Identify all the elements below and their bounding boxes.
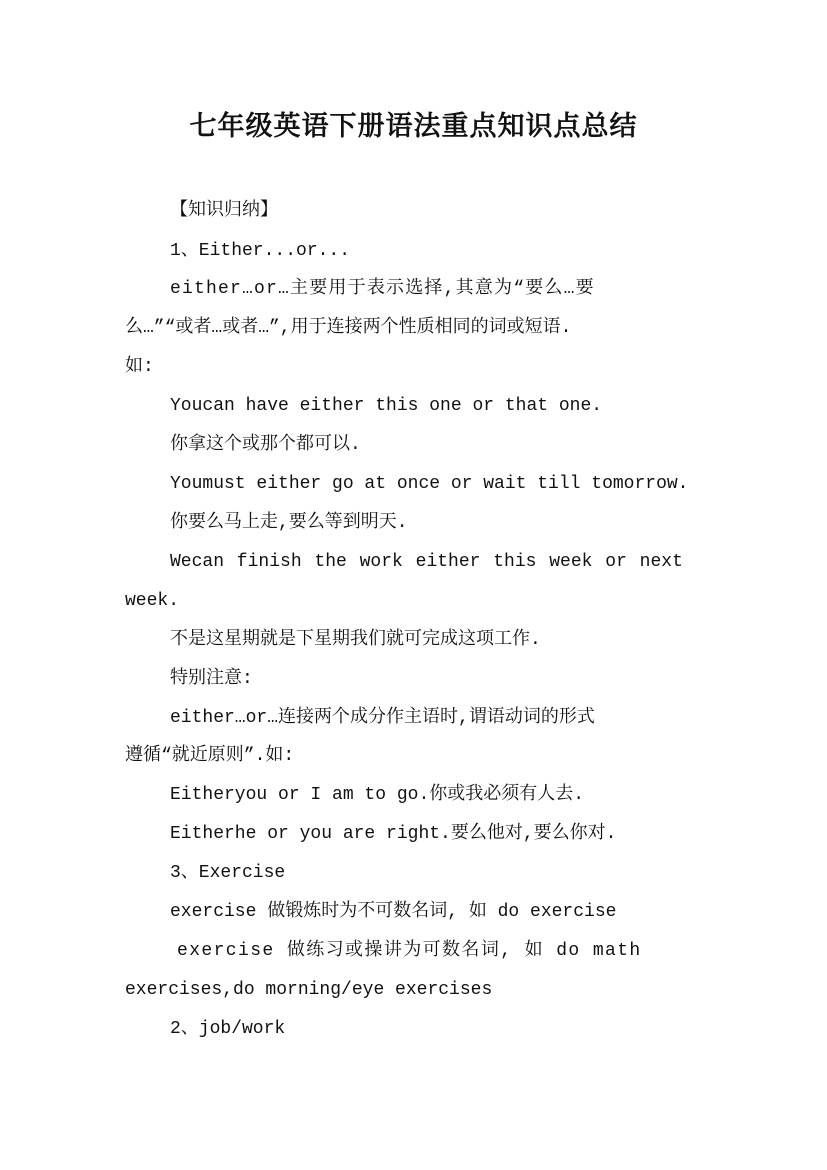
paragraph-line: exercises,do morning/eye exercises — [125, 980, 493, 1000]
paragraph-line: exercise 做练习或操讲为可数名词, 如 do math — [177, 941, 642, 961]
example-translation: 你拿这个或那个都可以. — [170, 435, 361, 455]
document-title: 七年级英语下册语法重点知识点总结 — [189, 111, 638, 142]
example-sentence: Youmust either go at once or wait till tomorrow. — [170, 474, 689, 494]
point-heading: 2、job/work — [170, 1019, 286, 1039]
paragraph-line: 遵循“就近原则”.如: — [125, 746, 295, 766]
example-sentence: Eitherhe or you are right.要么他对,要么你对. — [170, 824, 617, 844]
note-heading: 特别注意: — [170, 669, 253, 689]
example-sentence: Wecan finish the work either this week or next — [170, 552, 683, 572]
paragraph-line: either…or…主要用于表示选择,其意为“要么…要 — [170, 279, 595, 299]
example-sentence: Youcan have either this one or that one. — [170, 396, 603, 416]
example-translation: 你要么马上走,要么等到明天. — [170, 513, 408, 533]
example-sentence-continued: week. — [125, 591, 180, 611]
paragraph-line: 么…”“或者…或者…”,用于连接两个性质相同的词或短语. — [125, 318, 572, 338]
point-heading: 3、Exercise — [170, 863, 286, 883]
paragraph-line: exercise 做锻炼时为不可数名词, 如 do exercise — [170, 902, 617, 922]
example-sentence: Eitheryou or I am to go.你或我必须有人去. — [170, 785, 585, 805]
section-heading: 【知识归纳】 — [170, 201, 278, 221]
paragraph-line: either…or…连接两个成分作主语时,谓语动词的形式 — [170, 708, 595, 728]
paragraph-line: 如: — [125, 357, 154, 377]
point-heading: 1、Either...or... — [170, 241, 351, 261]
example-translation: 不是这星期就是下星期我们就可完成这项工作. — [170, 630, 541, 650]
